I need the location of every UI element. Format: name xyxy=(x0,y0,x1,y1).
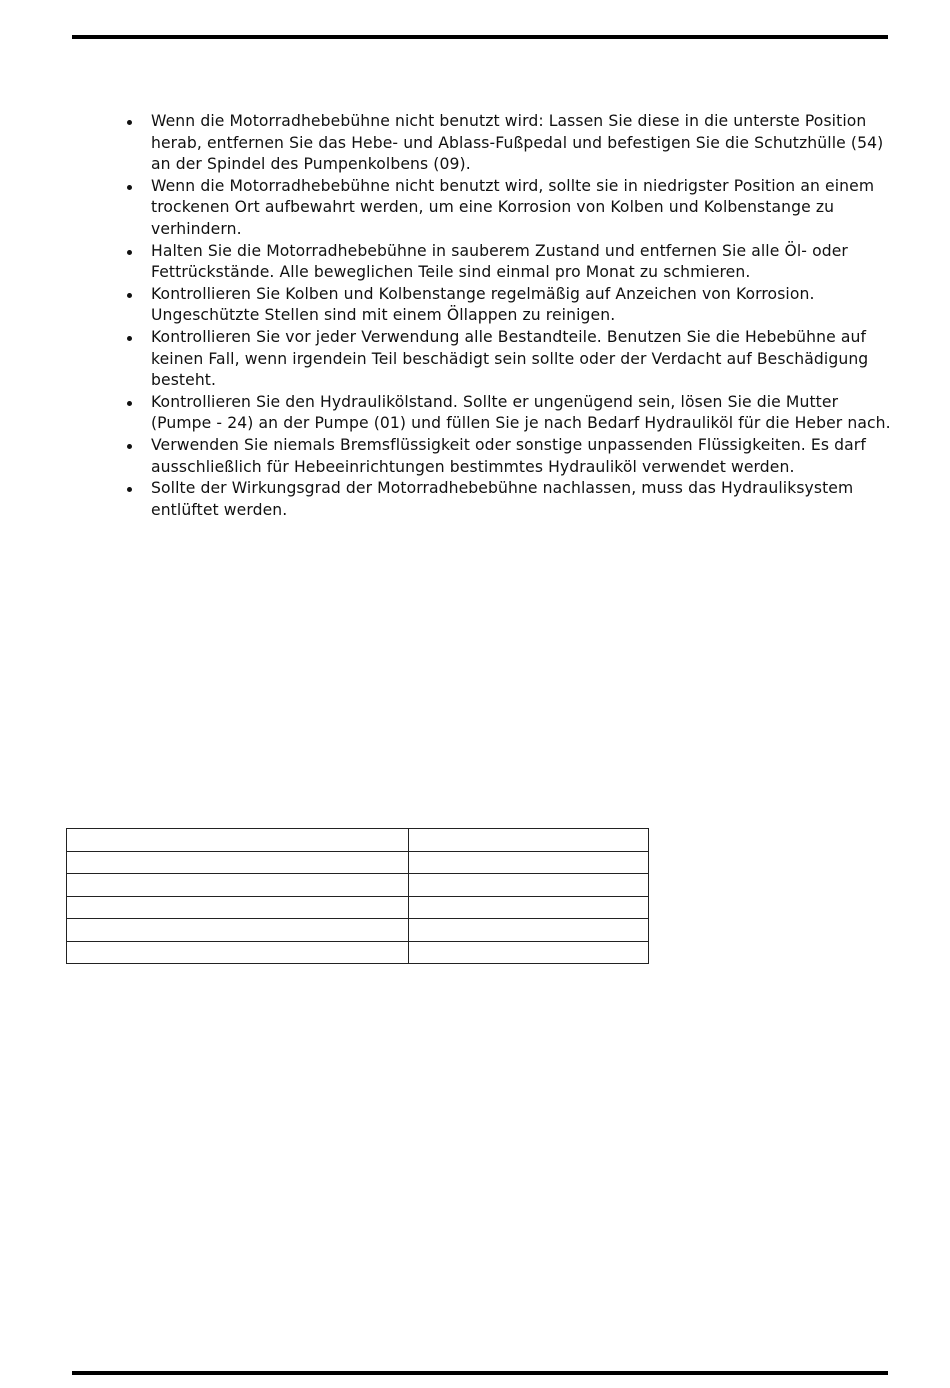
table-cell xyxy=(409,941,649,964)
list-item: Wenn die Motorradhebebühne nicht benutzt wird, sollte sie in niedrigster Position an einem trockenen Ort aufbewahrt werden, um eine Korrosion von Kolben und Kolbenstange zu verhindern. xyxy=(151,176,899,241)
header-rule xyxy=(72,35,888,39)
table-row xyxy=(67,829,649,852)
table-row xyxy=(67,874,649,897)
list-item: Sollte der Wirkungsgrad der Motorradhebebühne nachlassen, muss das Hydrauliksystem entlüftet werden. xyxy=(151,478,899,521)
maintenance-list xyxy=(151,111,899,521)
table-row xyxy=(67,941,649,964)
list-item: Kontrollieren Sie den Hydraulikölstand. Sollte er ungenügend sein, lösen Sie die Mutter (Pumpe - 24) an der Pumpe (01) und füllen Sie je nach Bedarf Hydrauliköl für die Heber nach. xyxy=(151,392,899,435)
table-cell xyxy=(409,919,649,942)
footer-rule xyxy=(72,1371,888,1375)
list-item: Halten Sie die Motorradhebebühne in sauberem Zustand und entfernen Sie alle Öl- oder Fettrückstände. Alle beweglichen Teile sind einmal pro Monat zu schmieren. xyxy=(151,241,899,284)
table-cell xyxy=(67,829,409,852)
table-cell xyxy=(409,874,649,897)
empty-table xyxy=(66,828,649,964)
table-cell xyxy=(409,851,649,874)
list-item: Kontrollieren Sie Kolben und Kolbenstange regelmäßig auf Anzeichen von Korrosion. Ungeschützte Stellen sind mit einem Öllappen zu reinigen. xyxy=(151,284,899,327)
table-row xyxy=(67,919,649,942)
list-item: Wenn die Motorradhebebühne nicht benutzt wird: Lassen Sie diese in die unterste Position herab, entfernen Sie das Hebe- und Ablass-Fußpedal und befestigen Sie die Schutzhülle (54) an der Spindel des Pumpenkolbens (09). xyxy=(151,111,899,176)
table-cell xyxy=(67,896,409,919)
table-cell xyxy=(67,941,409,964)
table-cell xyxy=(67,919,409,942)
list-item: Kontrollieren Sie vor jeder Verwendung alle Bestandteile. Benutzen Sie die Hebebühne auf keinen Fall, wenn irgendein Teil beschädigt sein sollte oder der Verdacht auf Beschädigung besteht. xyxy=(151,327,899,392)
table-row xyxy=(67,851,649,874)
table-cell xyxy=(409,896,649,919)
table-cell xyxy=(409,829,649,852)
table-cell xyxy=(67,874,409,897)
table-row xyxy=(67,896,649,919)
list-item: Verwenden Sie niemals Bremsflüssigkeit oder sonstige unpassenden Flüssigkeiten. Es darf ausschließlich für Hebeeinrichtungen bestimmtes Hydrauliköl verwendet werden. xyxy=(151,435,899,478)
table-cell xyxy=(67,851,409,874)
